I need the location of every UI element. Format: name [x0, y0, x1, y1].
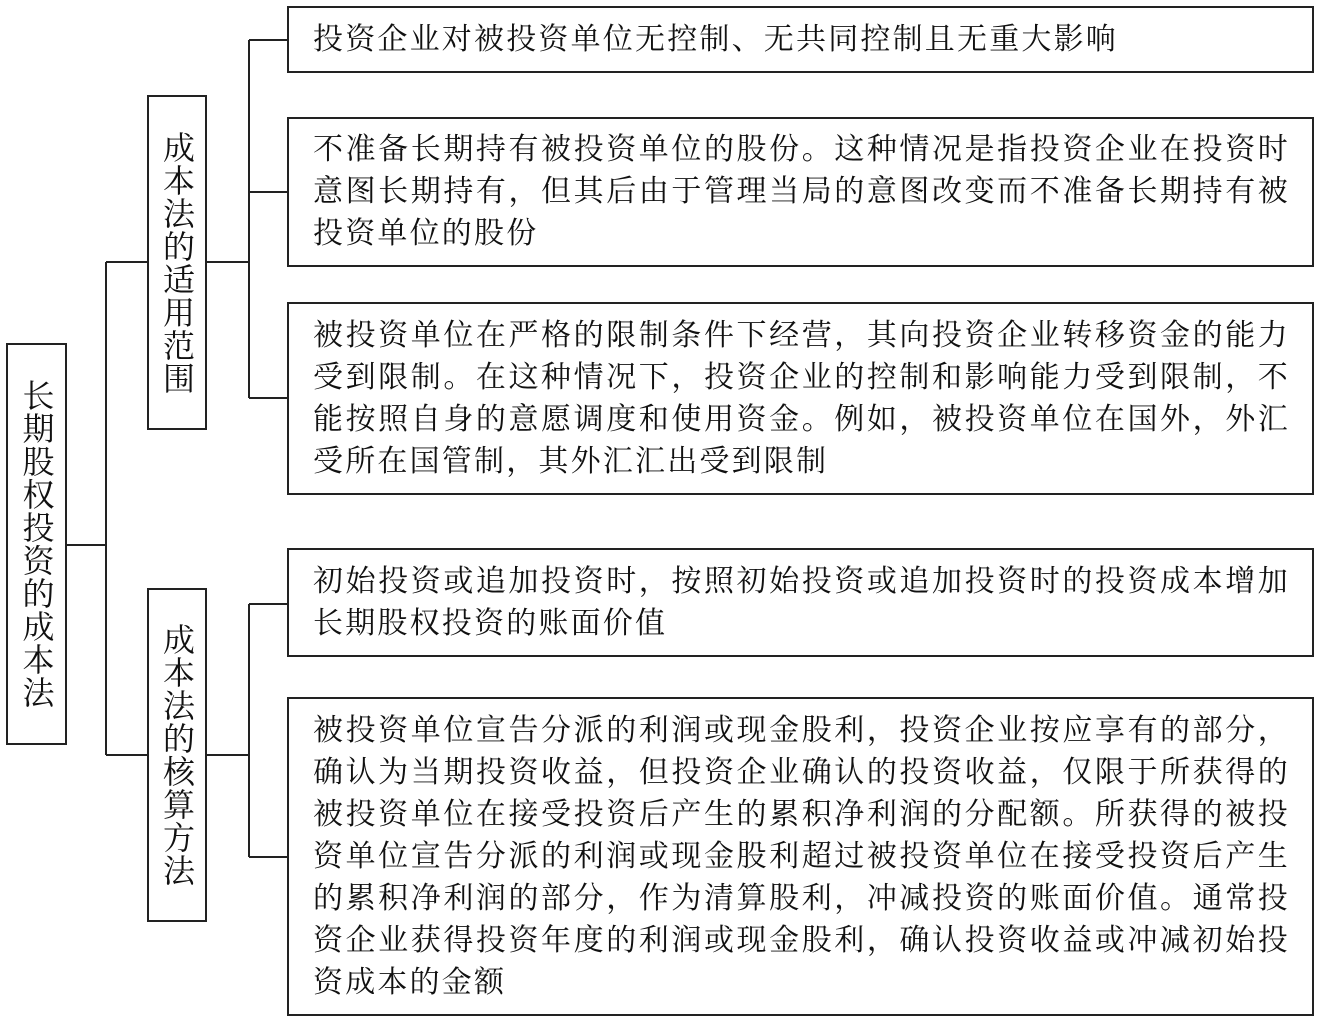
branch-label-method: 成本法的核算方法 [158, 623, 196, 887]
leaf-method-1 [287, 548, 1314, 657]
leaf-method-2-text: 被投资单位宣告分派的利润或现金股利，投资企业按应享有的部分，确认为当期投资收益，但投资企业确认的投资收益，仅限于所获得的被投资单位在接受投资后产生的累积净利润的分配额。所获得的被投资单位宣告分派的利润或现金股利超过被投资单位在接受投资后产生的累积净利润的部分，作为清算股利，冲减投资的账面价值。通常投资企业获得投资年度的利润或现金股利，确认投资收益或冲减初始投资成本的金额 [313, 712, 1290, 1000]
leaf-scope-2-text: 不准备长期持有被投资单位的股份。这种情况是指投资企业在投资时意图长期持有，但其后由于管理当局的意图改变而不准备长期持有被投资单位的股份 [313, 132, 1290, 251]
leaf-scope-1 [287, 6, 1314, 73]
root-label: 长期股权投资的成本法 [17, 379, 56, 709]
branch-node-scope [147, 95, 207, 430]
leaf-scope-1-text: 投资企业对被投资单位无控制、无共同控制且无重大影响 [313, 21, 1118, 57]
leaf-scope-3 [287, 302, 1314, 495]
branch-node-method [147, 588, 207, 922]
branch-label-scope: 成本法的适用范围 [158, 130, 196, 395]
leaf-scope-3-text: 被投资单位在严格的限制条件下经营，其向投资企业转移资金的能力受到限制。在这种情况下，投资企业的控制和影响能力受到限制，不能按照自身的意愿调度和使用资金。例如，被投资单位在国外，外汇受所在国管制，其外汇汇出受到限制 [313, 317, 1290, 479]
leaf-method-1-text: 初始投资或追加投资时，按照初始投资或追加投资时的投资成本增加长期股权投资的账面价值 [313, 563, 1290, 641]
root-node [6, 343, 67, 745]
leaf-method-2 [287, 697, 1314, 1016]
leaf-scope-2 [287, 117, 1314, 267]
